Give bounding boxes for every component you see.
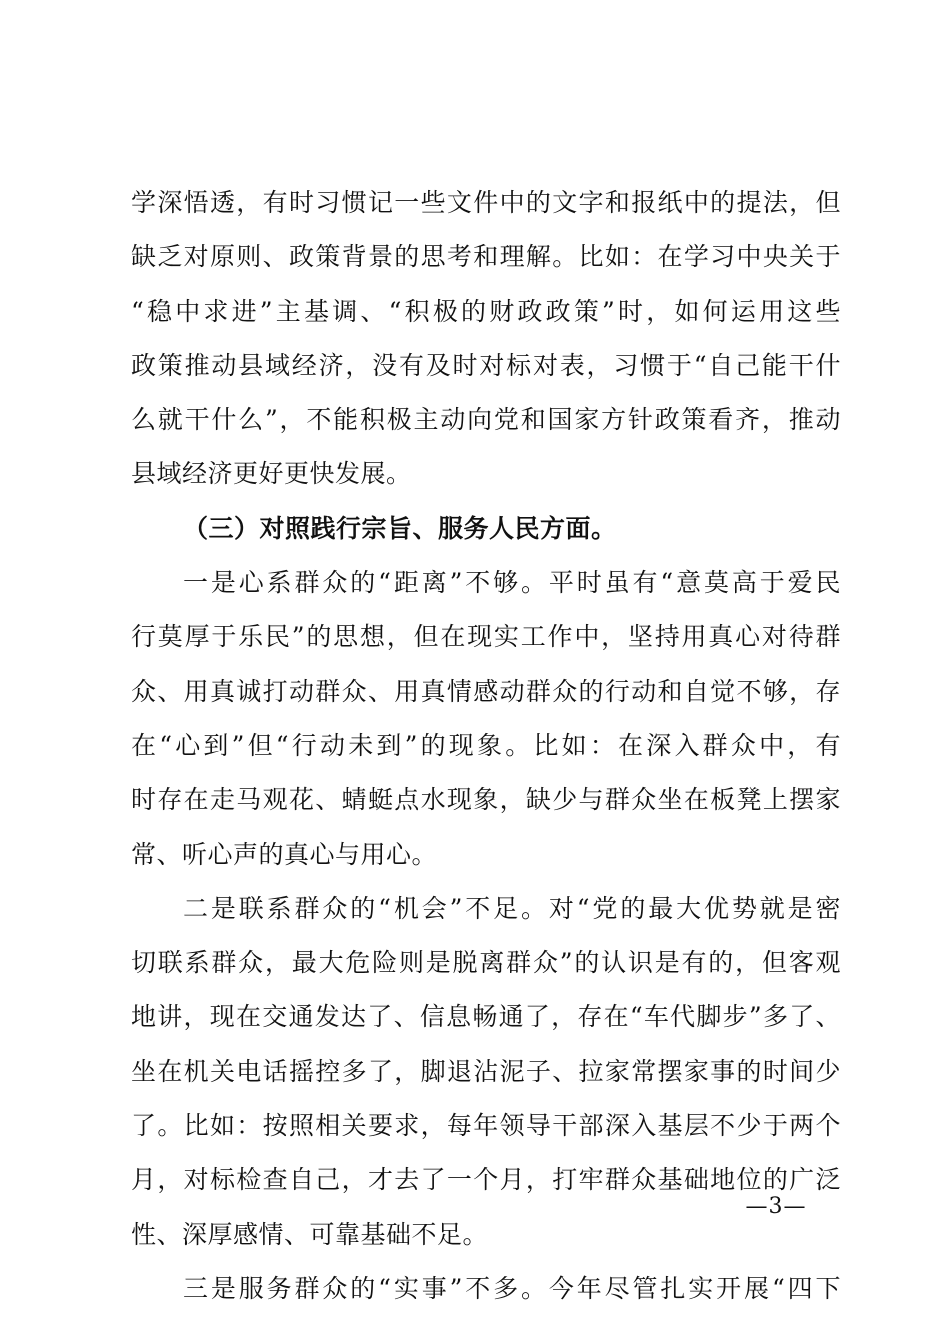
text-line: 切联系群众，最大危险则是脱离群众”的认识是有的，但客观	[131, 948, 841, 978]
text-line: 在“心到”但“行动未到”的现象。比如：在深入群众中，有	[131, 730, 841, 760]
text-line: 行莫厚于乐民”的思想，但在现实工作中，坚持用真心对待群	[131, 622, 841, 652]
section-heading: （三）对照践行宗旨、服务人民方面。	[183, 513, 617, 543]
text-line: 缺乏对原则、政策背景的思考和理解。比如：在学习中央关于	[131, 242, 841, 272]
text-line: 学深悟透，有时习惯记一些文件中的文字和报纸中的提法，但	[131, 188, 841, 217]
text-line: 坐在机关电话摇控多了，脚退沾泥子、拉家常摆家事的时间少	[131, 1056, 841, 1086]
page-number: —3—	[745, 1194, 807, 1219]
text-line: 月，对标检查自己，才去了一个月，打牢群众基础地位的广泛	[131, 1165, 841, 1195]
text-line: 了。比如：按照相关要求，每年领导干部深入基层不少于两个	[131, 1111, 841, 1141]
paragraph-first-line: 一是心系群众的“距离”不够。平时虽有“意莫高于爱民	[183, 568, 841, 598]
text-line: 县域经济更好更快发展。	[131, 459, 412, 489]
text-line: 么就干什么”，不能积极主动向党和国家方针政策看齐，推动	[131, 405, 841, 435]
paragraph-first-line: 二是联系群众的“机会”不足。对“党的最大优势就是密	[183, 893, 841, 923]
paragraph-first-line: 三是服务群众的“实事”不多。今年尽管扎实开展“四下	[183, 1273, 841, 1303]
text-line: 性、深厚感情、可靠基础不足。	[131, 1219, 489, 1249]
text-line: “稳中求进”主基调、“积极的财政政策”时，如何运用这些	[131, 296, 841, 326]
text-line: 政策推动县域经济，没有及时对标对表，习惯于“自己能干什	[131, 350, 841, 380]
text-line: 时存在走马观花、蜻蜓点水现象，缺少与群众坐在板凳上摆家	[131, 785, 841, 815]
body-text	[131, 176, 841, 1316]
text-line: 地讲，现在交通发达了、信息畅通了，存在“车代脚步”多了、	[131, 1002, 841, 1032]
text-line: 常、听心声的真心与用心。	[131, 839, 438, 869]
text-line: 众、用真诚打动群众、用真情感动群众的行动和自觉不够，存	[131, 676, 841, 706]
